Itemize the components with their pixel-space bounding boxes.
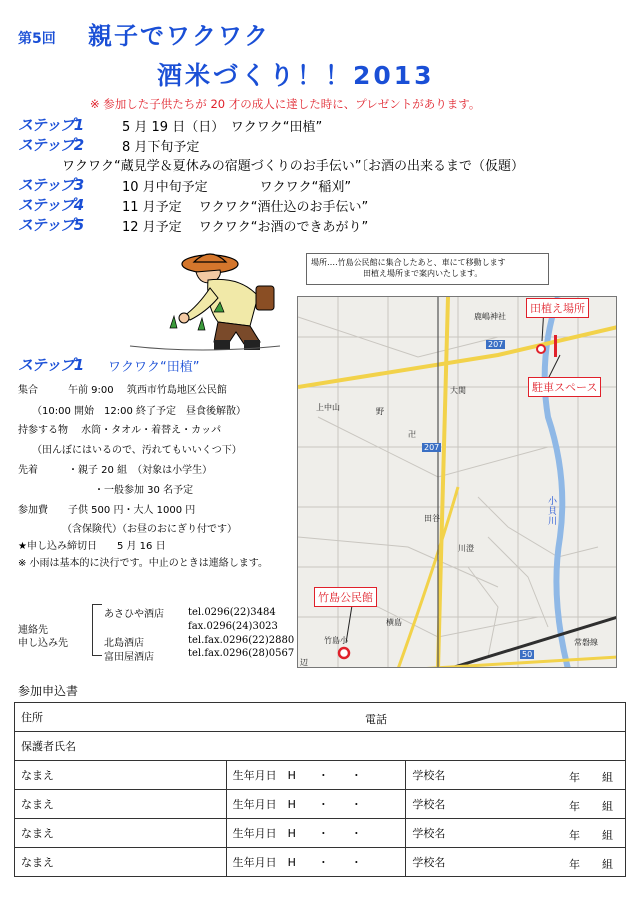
- grade-label: 年 組: [569, 858, 613, 871]
- shop-tel-kitajima: tel.fax.0296(22)2880: [188, 635, 295, 646]
- map-label-takeshima-school: 竹島小: [324, 636, 348, 645]
- rice-planting-farmer-illustration: [110, 246, 290, 354]
- detail-row-items-note: （田んぼにはいるので、汚れてもいいくつ下）: [32, 445, 242, 456]
- detail-row-fee-note: （含保険代）（お昼のおにぎり付です）: [62, 524, 237, 535]
- birthdate-label: 生年月日 H ・ ・: [232, 798, 362, 811]
- grade-label: 年 組: [569, 771, 613, 784]
- callout-parking: 駐車スペース: [528, 377, 601, 397]
- shop-tel-asahiya: tel.0296(22)3484: [188, 607, 276, 618]
- name-label: なまえ: [21, 769, 54, 782]
- detail-row-gather: 集合 午前 9:00 筑西市竹島地区公民館: [18, 385, 227, 396]
- title-line-1: 親子でワクワク: [88, 22, 270, 50]
- title-line-2: 酒米づくり！！2013: [157, 61, 435, 90]
- map-roads: [298, 297, 617, 668]
- detail-row-capacity-2: ・一般参加 30 名予定: [94, 485, 194, 496]
- shop-name-asahiya: あさひや酒店: [104, 609, 164, 620]
- form-row-address[interactable]: [15, 703, 626, 732]
- contacts-bracket: [92, 604, 102, 656]
- table-row[interactable]: [15, 819, 626, 848]
- school-label: 学校名: [412, 827, 446, 840]
- detail-row-deadline: ★申し込み締切日 5 月 16 日: [18, 541, 166, 552]
- step-4-label: ステップ4: [18, 196, 84, 214]
- map-label-kokai-river: 小貝川: [548, 497, 558, 527]
- school-label: 学校名: [412, 856, 446, 869]
- form-title: 参加申込書: [18, 684, 79, 698]
- step-3-label: ステップ3: [18, 176, 84, 194]
- application-form: [14, 702, 626, 877]
- step-5-text: 12 月予定 ワクワク“お酒のできあがり”: [122, 220, 369, 235]
- birthdate-label: 生年月日 H ・ ・: [232, 827, 362, 840]
- step-2-detail: ワクワク“蔵見学＆夏休みの宿題づくりのお手伝い”〔お酒の出来るまで（仮題）: [62, 159, 524, 174]
- step-2-label: ステップ2: [18, 136, 84, 154]
- table-row[interactable]: [15, 790, 626, 819]
- map-route-207-south: 207: [424, 443, 440, 452]
- detail-row-items: 持参する物 水筒・タオル・着替え・カッパ: [18, 425, 222, 436]
- table-row[interactable]: [15, 848, 626, 877]
- name-label: なまえ: [21, 827, 54, 840]
- detail-step-label: ステップ1: [18, 356, 84, 374]
- map-note-line-2: 田植え場所まで案内いたします。: [363, 269, 483, 278]
- phone-label: 電話: [365, 713, 387, 726]
- step-3-text: 10 月中旬予定 ワクワク“稲刈”: [122, 180, 352, 195]
- name-label: なまえ: [21, 798, 54, 811]
- form-row-guardian[interactable]: [15, 732, 626, 761]
- shop-fax-asahiya: fax.0296(24)3023: [188, 621, 278, 632]
- map-label-edge: 辺: [300, 658, 308, 667]
- grade-label: 年 組: [569, 800, 613, 813]
- shop-name-tomitaya: 富田屋酒店: [104, 652, 154, 663]
- map-note: [306, 253, 549, 285]
- map-note-line-1: 場所‥‥竹島公民館に集合したあと、車にて移動します: [311, 258, 506, 267]
- map-label-shrine: 鹿嶋神社: [474, 312, 506, 321]
- step-5-label: ステップ5: [18, 216, 84, 234]
- detail-row-capacity: 先着 ・親子 20 組 （対象は小学生）: [18, 465, 213, 476]
- contacts-label: 連絡先: [18, 625, 48, 636]
- step-1-text: 5 月 19 日（日） ワクワク“田植”: [122, 120, 323, 135]
- callout-planting-field: 田植え場所: [526, 298, 589, 318]
- step-1-label: ステップ1: [18, 116, 84, 134]
- name-label: なまえ: [21, 856, 54, 869]
- map-label-joban-line: 常磐線: [574, 638, 598, 647]
- detail-step-title: ワクワク“田植”: [108, 360, 200, 375]
- birthdate-label: 生年月日 H ・ ・: [232, 856, 362, 869]
- detail-row-fee: 参加費 子供 500 円・大人 1000 円: [18, 505, 196, 516]
- apply-label: 申し込み先: [18, 638, 68, 649]
- issue-number: 第5回: [18, 31, 56, 47]
- notice-text: ※ 参加した子供たちが 20 才の成人に達した時に、プレゼントがあります。: [90, 97, 481, 111]
- map-label-kawasumi: 川澄: [458, 544, 474, 553]
- map-label-ozeki: 大関: [450, 386, 466, 395]
- detail-row-time: （10:00 開始 12:00 終了予定 昼食後解散）: [32, 406, 246, 417]
- detail-row-rain-note: ※ 小雨は基本的に決行です。中止のときは連絡します。: [18, 558, 268, 569]
- grade-label: 年 組: [569, 829, 613, 842]
- temple-icon: 卍: [408, 430, 416, 439]
- table-row[interactable]: [15, 761, 626, 790]
- map-label-kaminakayama: 上中山: [316, 403, 340, 412]
- step-4-text: 11 月予定 ワクワク“酒仕込のお手伝い”: [122, 200, 369, 215]
- map-label-taya: 田谷: [424, 514, 440, 523]
- step-2-text: 8 月下旬予定: [122, 140, 200, 155]
- map-route-50: 50: [522, 650, 533, 659]
- map-route-207-north: 207: [488, 340, 504, 349]
- school-label: 学校名: [412, 769, 446, 782]
- school-label: 学校名: [412, 798, 446, 811]
- shop-tel-tomitaya: tel.fax.0296(28)0567: [188, 648, 295, 659]
- map-label-no: 野: [376, 407, 384, 416]
- callout-community-hall: 竹島公民館: [314, 587, 377, 607]
- shop-name-kitajima: 北島酒店: [104, 638, 144, 649]
- location-map[interactable]: [297, 296, 617, 668]
- map-label-yokoshima: 横島: [386, 618, 402, 627]
- address-label: 住所: [21, 711, 43, 724]
- guardian-label: 保護者氏名: [21, 740, 76, 753]
- birthdate-label: 生年月日 H ・ ・: [232, 769, 362, 782]
